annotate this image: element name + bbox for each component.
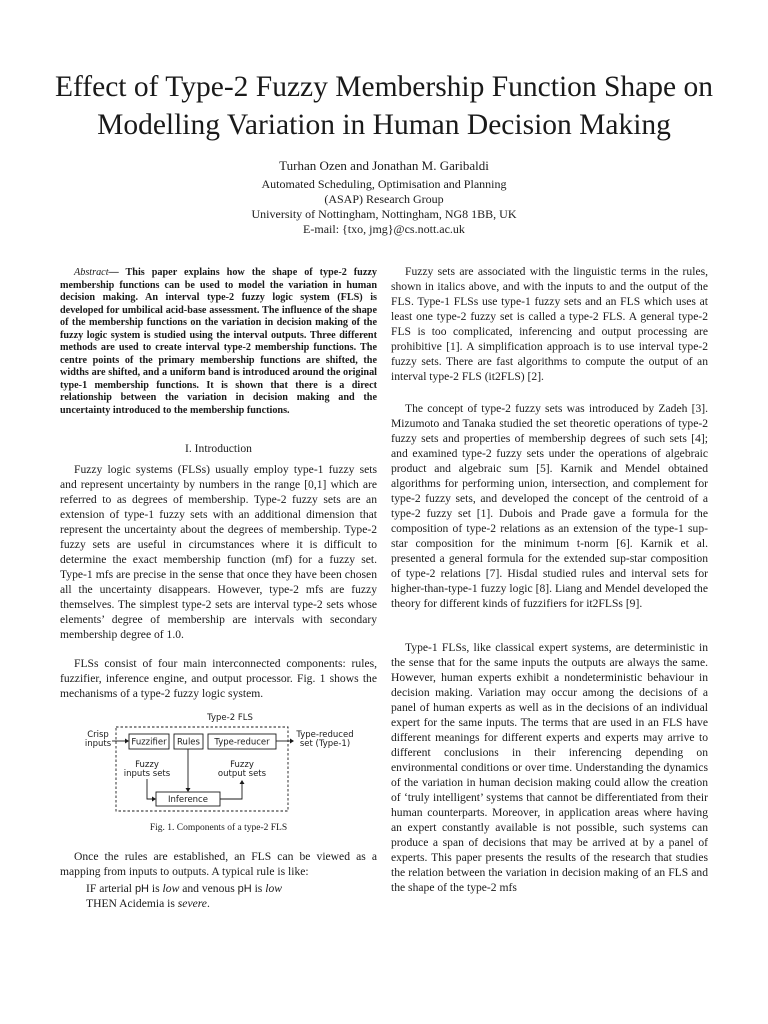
right-paragraph-2: The concept of type-2 fuzzy sets was introduced by Zadeh [3]. Mizumoto and Tanaka studied the set theoretic operations of type-2 fuzzy sets and properties of membership degrees of such sets [4]; and examined type-2 fuzzy sets under the operations of algebraic product and algebraic sum [5]. Karnik and Mendel obtained algorithms for performing union, intersection, and complement for type-2 fuzzy sets, and developed the concept of the centroid of a type-2 fuzzy set [1]. Dubois and Prade gave a formula for the composition of type-2 relations as an extension of the type-1 sup-star composition for the minimum t-norm [6]. Karnik et al. presented a general formula for the extended sup-star composition of type-2 relations [7]. Hisdal studied rules and interval sets for higher-than-type-1 fuzzy logic [8]. Liang and Mendel developed the theory for different kinds of fuzzifiers for it2FLSs [9]. (391, 402, 708, 610)
inference-to-reducer-line (220, 784, 242, 799)
rule-ph-arterial: pH (134, 883, 149, 895)
paper-title: Effect of Type-2 Fuzzy Membership Function Shape on Modelling Variation in Human Decision Making (54, 71, 713, 141)
intro-paragraph-1: Fuzzy logic systems (FLSs) usually employ type-1 fuzzy sets and represent uncertainty by numbers in the range [0,1] which are referred to as degrees of membership. Type-2 fuzzy sets are an extension of type-1 fuzzy sets with an additional dimension that represent the uncertainty about the degrees of membership. Type-2 fuzzy sets are useful in circumstances where it is difficult to determine the exact membership function (mf) for a fuzzy set. Type-1 mfs are precise in the sense that once they have been chosen all the uncertainty disappears. However, type-2 mfs are fuzzy themselves. The simplest type-2 sets are interval type-2 sets whose elements’ degree of membership are intervals with secondary membership degree of 1.0. (60, 463, 377, 641)
abstract (60, 267, 377, 417)
figure-label: Type-2 FLS (207, 713, 253, 723)
affiliation-line-3: University of Nottingham, Nottingham, NG8 1BB, UK (251, 207, 517, 221)
affiliation-line-2: (ASAP) Research Group (324, 192, 444, 206)
email-line: E-mail: {txo, jmg}@cs.nott.ac.uk (303, 222, 465, 236)
rule-then-line (86, 896, 210, 911)
affiliation-line-1: Automated Scheduling, Optimisation and Planning (261, 177, 507, 191)
figure-caption: Fig. 1. Components of a type-2 FLS (149, 823, 288, 833)
fuzzy-output-label-2: output sets (217, 769, 267, 779)
rule-ph-venous: pH (237, 883, 252, 895)
authors: Turhan Ozen and Jonathan M. Garibaldi (279, 158, 489, 173)
output-arrow-head (290, 739, 294, 744)
crisp-inputs-label-1: Crisp (87, 730, 109, 740)
type-reduced-label-2: set (Type-1) (299, 739, 351, 749)
fuzzifier-to-inference-line (147, 779, 152, 799)
intro-paragraph-3: Once the rules are established, an FLS can be viewed as a mapping from inputs to outputs. A typical rule is like: (60, 850, 377, 878)
rule-is-2: is (254, 882, 263, 895)
crisp-inputs-label-2: inputs (84, 739, 112, 749)
fuzzy-output-label-1: Fuzzy (230, 760, 254, 770)
fuzzy-inputs-label-1: Fuzzy (135, 760, 159, 770)
rules-to-inference-head (186, 788, 191, 792)
fuzzy-inputs-label-2: inputs sets (123, 769, 171, 779)
rule-severe: severe (177, 897, 207, 910)
input-arrow-head (125, 739, 129, 744)
abstract-lead: Abstract (74, 267, 109, 278)
type-reducer-label: Type-reducer (214, 737, 270, 748)
rule-period: . (206, 897, 210, 910)
right-paragraph-1: Fuzzy sets are associated with the linguistic terms in the rules, shown in italics above, and with the inputs to and the output of the FLS. Type-1 FLSs use type-1 fuzzy sets and an FLS which uses at least one type-2 fuzzy set is called a type-2 FLS. A general type-2 FLS is too complicated, inferencing and output processing are prohibitive [1]. A simplification approach is to use interval type-2 fuzzy sets. There are fast algorithms to compute the output of an interval type-2 FLS (it2FLS) [2]. (391, 265, 708, 383)
fuzzifier-to-inference-head (152, 797, 156, 802)
intro-paragraph-2: FLSs consist of four main interconnected components: rules, fuzzifier, inference engine, and output processor. Fig. 1 shows the mechanisms of a type-2 fuzzy logic system. (60, 657, 377, 700)
section-heading-introduction: I. Introduction (185, 442, 252, 455)
type-reduced-label-1: Type-reduced (296, 730, 354, 740)
rule-low-1: low (162, 882, 180, 895)
right-paragraph-3: Type-1 FLSs, like classical expert systems, are deterministic in the sense that for the same inputs the outputs are always the same. However, human experts exhibit a nondeterministic behaviour in decision making. Variation may occur among the decisions of a panel of human experts as well as in the decisions of an individual expert for the same inputs. The terms that are used in an FLS have different meanings for different experts and experts may arrive to different conclusions in their inferencing depending on environmental conditions or over time. Understanding the dynamics of the variation in human decision making could allow the creation of ‘truly intelligent’ systems that cannot be differentiated from their human counterparts. Moreover, in application areas where having an expert constantly available is not possible, such systems can produce a span of decisions that may be arrived at by a panel of experts. This paper presents the results of the research that studies the relation between the variation in decision making of an FLS and the shape of the type-2 mfs (391, 641, 708, 894)
inference-label: Inference (168, 795, 208, 805)
fuzzifier-label: Fuzzifier (131, 737, 167, 748)
rule-is-1: is (151, 882, 160, 895)
figure-type2-fls-diagram (80, 710, 360, 815)
rule-if-line (86, 881, 282, 897)
abstract-text: — This paper explains how the shape of type-2 fuzzy membership functions can be used to model the variation in human decision making. An interval type-2 fuzzy logic system (FLS) is developed for umbilical acid-base assessment. The influence of the shape of the membership functions on the variation in decision making of the fuzzy logic system is studied using the interval outputs. Three different methods are used to create interval type-2 membership functions. The centre points of the primary membership functions are shifted, the widths are shifted, and a uniform band is introduced around the original type-1 membership functions. It is shown that there is a direct relationship between the variation in decision making and the uncertainty introduced to the membership functions. (60, 267, 377, 416)
rule-if: IF arterial (86, 882, 133, 895)
rule-low-2: low (265, 882, 282, 895)
rule-then: THEN Acidemia is (86, 897, 175, 910)
rules-label: Rules (177, 737, 200, 748)
rule-and-venous: and venous (182, 882, 235, 895)
inference-to-reducer-head (240, 780, 245, 784)
